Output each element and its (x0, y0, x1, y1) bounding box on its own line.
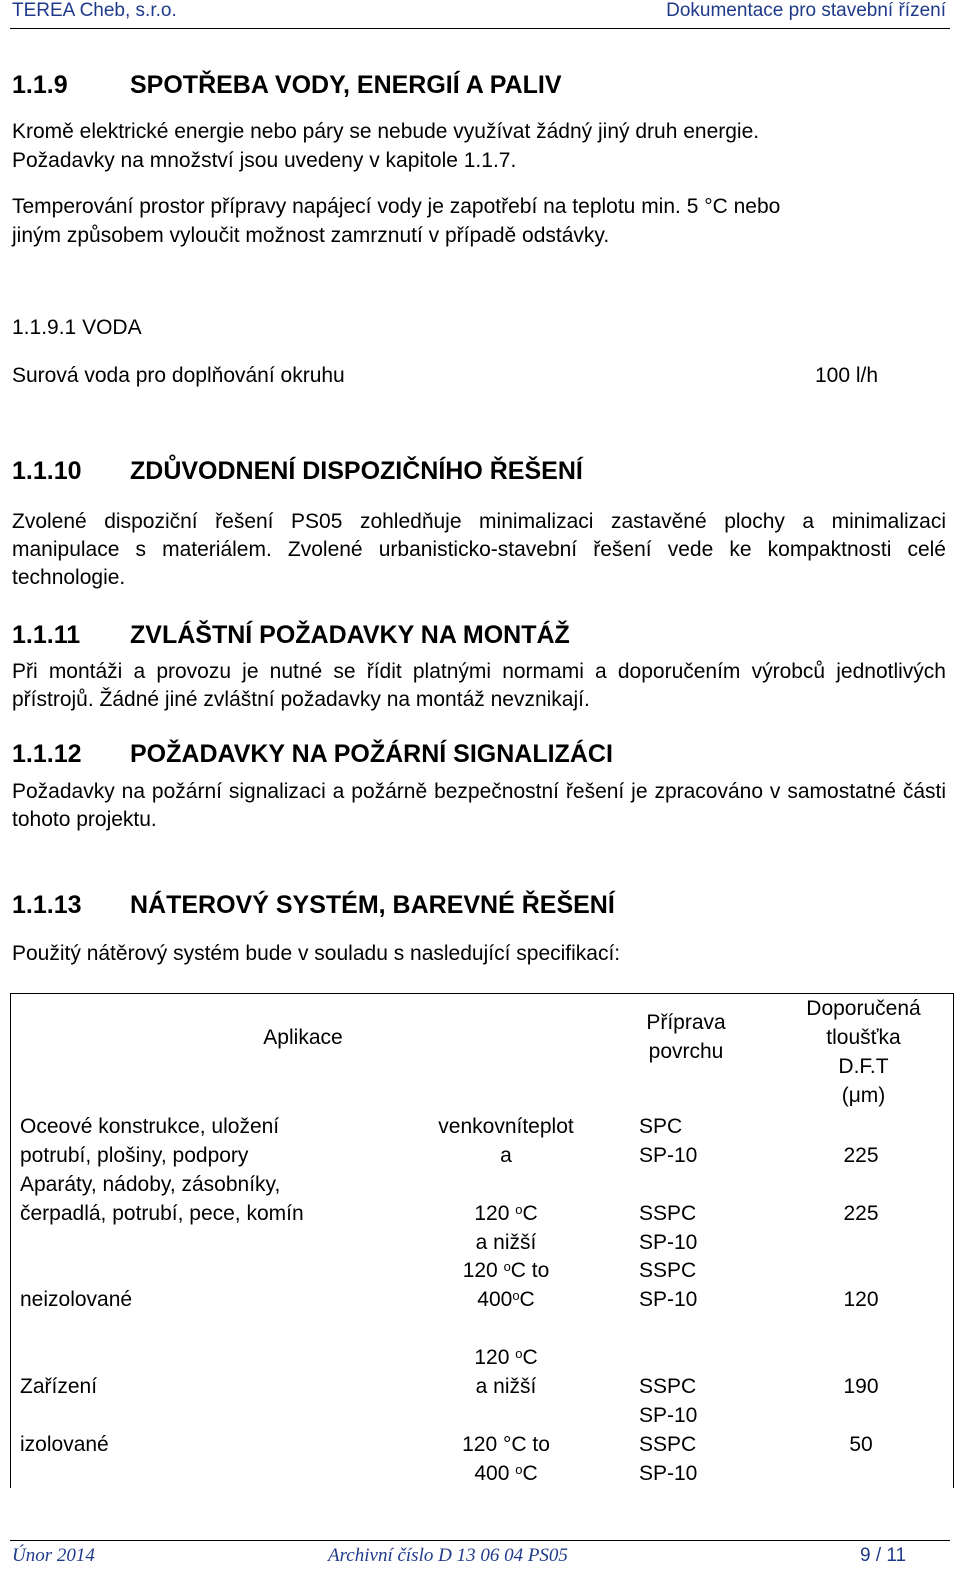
table-row-2-thickness: 225 (843, 1202, 879, 1225)
water-item-label: Surová voda pro doplňování okruhu (12, 364, 345, 387)
footer-rule (10, 1540, 950, 1541)
section-number-1-1-9: 1.1.9 (12, 71, 68, 99)
footer-date: Únor 2014 (12, 1545, 95, 1566)
section-title-1-1-13: NÁTEROVÝ SYSTÉM, BAREVNÉ ŘEŠENÍ (130, 891, 615, 919)
table-row-3-application: neizolované (20, 1288, 133, 1311)
table-header-application: Aplikace (263, 1026, 343, 1049)
water-item-value: 100 l/h (815, 364, 879, 387)
section-title-1-1-11: ZVLÁŠTNÍ POŽADAVKY NA MONTÁŽ (130, 621, 570, 649)
header-company: TEREA Cheb, s.r.o. (12, 0, 177, 21)
table-row-2-temperature: 120 $^o$C a nižší (474, 1202, 538, 1254)
s119-paragraph-2: Požadavky na množství jsou uvedeny v kapitole 1.1.7. (12, 149, 517, 172)
s119-paragraph-3b: jiným způsobem vyloučit možnost zamrznutí v případě odstávky. (12, 224, 610, 247)
s1110-paragraph: Zvolené dispoziční řešení PS05 zohledňuje minimalizaci zastavěné plochy a minimalizaci manipulace s materiálem. Zvolené urbanisticko-stavební řešení vede ke kompaktnosti celé technologie. (12, 510, 946, 589)
table-row-1-preparation: SPC SP-10 (639, 1115, 698, 1167)
table-row-2-application: Aparáty, nádoby, zásobníky, čerpadlá, potrubí, pece, komín (20, 1173, 304, 1225)
footer-page-number: 9 / 11 (860, 1545, 907, 1566)
table-row-1-application: Oceové konstrukce, uložení potrubí, plošiny, podpory (20, 1115, 280, 1167)
table-row-4-preparation: SSPC SP-10 (639, 1375, 698, 1427)
table-row-4-application: Zařízení (20, 1375, 98, 1398)
section-number-1-1-9-1: 1.1.9.1 (12, 316, 77, 339)
section-title-1-1-9-1: VODA (82, 316, 142, 339)
table-header-preparation: Příprava povrchu (646, 1011, 726, 1063)
section-number-1-1-11: 1.1.11 (12, 621, 81, 649)
table-row-4-temperature: 120 $^o$C a nižší (474, 1346, 538, 1398)
table-row-3-thickness: 120 (843, 1288, 879, 1311)
table-row-4-thickness: 190 (843, 1375, 879, 1398)
section-1-1-9-1-heading (12, 316, 142, 340)
s119-paragraph-1: Kromě elektrické energie nebo páry se nebude využívat žádný jiný druh energie. (12, 120, 760, 143)
s1111-paragraph: Při montáži a provozu je nutné se řídit platnými normami a doporučením výrobců jednotlivých přístrojů. Žádné jiné zvláštní požadavky na montáž nevznikají. (12, 660, 946, 711)
header-rule (10, 28, 950, 29)
table-row-3-preparation: SSPC SP-10 (639, 1259, 698, 1311)
coating-spec-table (10, 993, 954, 1488)
table-header-thickness: Doporučená tloušťka D.F.T (μm) (806, 997, 921, 1107)
table-row-3-temperature: 120 $^o$C to 400$^o$C (462, 1259, 550, 1311)
s1112-paragraph: Požadavky na požární signalizaci a požárně bezpečnostní řešení je zpracováno v samostatné části tohoto projektu. (12, 780, 946, 831)
table-row-2-preparation: SSPC SP-10 (639, 1202, 698, 1254)
table-row-1-temperature: venkovníteplot a (438, 1115, 574, 1167)
table-row-1-thickness: 225 (843, 1144, 879, 1167)
table-row-5-temperature: 120 °C to 400 $^o$C (462, 1433, 550, 1485)
s1113-intro: Použitý nátěrový systém bude v souladu s nasledující specifikací: (12, 942, 621, 965)
section-title-1-1-10: ZDŮVODNENÍ DISPOZIČNÍHO ŘEŠENÍ (130, 457, 583, 485)
section-number-1-1-13: 1.1.13 (12, 891, 82, 919)
s119-paragraph-3a: Temperování prostor přípravy napájecí vody je zapotřebí na teplotu min. 5 °C nebo (12, 195, 781, 218)
section-number-1-1-12: 1.1.12 (12, 740, 82, 768)
section-title-1-1-12: POŽADAVKY NA POŽÁRNÍ SIGNALIZÁCI (130, 740, 613, 768)
header-doc-type: Dokumentace pro stavební řízení (666, 0, 946, 21)
section-title-1-1-9: SPOTŘEBA VODY, ENERGIÍ A PALIV (130, 71, 562, 99)
table-row-5-thickness: 50 (849, 1433, 873, 1456)
section-number-1-1-10: 1.1.10 (12, 457, 82, 485)
table-row-5-application: izolované (20, 1433, 109, 1456)
table-row-5-preparation: SSPC SP-10 (639, 1433, 698, 1485)
footer-archive-number: Archivní číslo D 13 06 04 PS05 (328, 1545, 568, 1566)
